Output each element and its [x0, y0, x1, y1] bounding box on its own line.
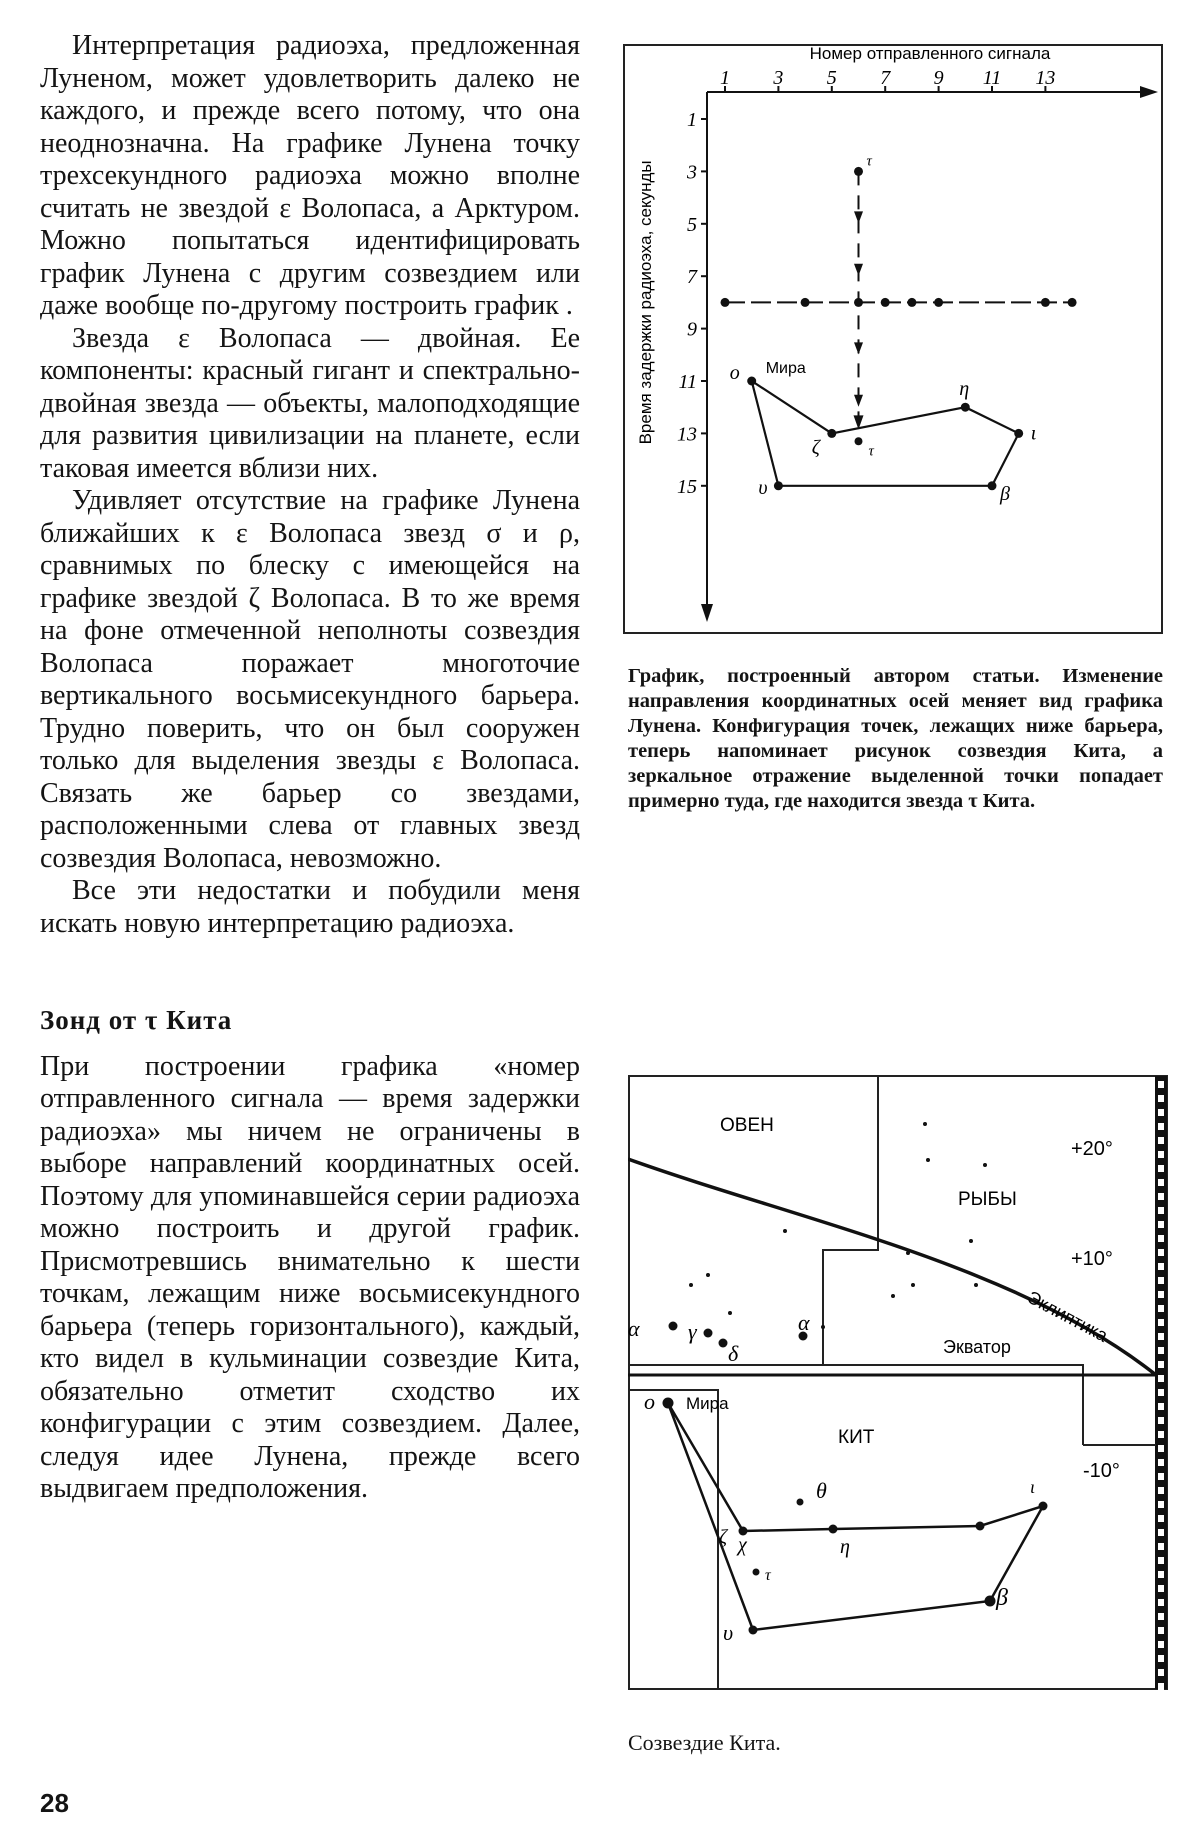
scale-tick	[1158, 1417, 1164, 1424]
y-tick-label: 7	[687, 266, 697, 289]
scale-tick	[1158, 1529, 1164, 1536]
scale-tick	[1158, 1501, 1164, 1508]
scale-tick	[1158, 1641, 1164, 1648]
star-theta	[797, 1499, 804, 1506]
scale-tick	[1158, 1291, 1164, 1298]
x-tick-label: 11	[982, 67, 1002, 89]
page-number: 28	[40, 1788, 69, 1818]
star-delta	[719, 1339, 728, 1348]
star-gamma	[704, 1329, 713, 1338]
faint-star	[891, 1294, 895, 1298]
label-dec-plus10: +10°	[1071, 1248, 1113, 1270]
faint-star	[911, 1283, 915, 1287]
constellation-point	[961, 403, 970, 412]
scale-tick	[1158, 1585, 1164, 1592]
scale-tick	[1158, 1473, 1164, 1480]
star-label-mira: Мира	[686, 1394, 729, 1413]
label-cetus: КИТ	[838, 1427, 875, 1448]
faint-star	[974, 1283, 978, 1287]
tau-arrowhead	[854, 211, 863, 223]
star-label-zeta: ζ	[719, 1526, 728, 1548]
label-aries: ОВЕН	[720, 1115, 774, 1136]
y-tick-label: 1	[687, 109, 697, 131]
constellation-point	[988, 481, 997, 490]
label-equator: Экватор	[943, 1337, 1011, 1357]
chart-frame	[624, 45, 1162, 633]
scale-tick	[1158, 1305, 1164, 1312]
scale-tick	[1158, 1487, 1164, 1494]
boundary-left	[628, 1390, 718, 1690]
tau-arrowhead	[854, 342, 863, 354]
label-ecliptic: Эклиптика	[1024, 1286, 1112, 1346]
constellation-point	[1014, 429, 1023, 438]
star-label-eta: η	[840, 1536, 850, 1558]
section-paragraph-1: При построении графика «номер отправленного сигнала — время задержки радиоэха» мы ничем не ограничены в выборе направлений координатных осей. Поэтому для упоминавшейся серии радиоэха можно построить и другой график. Присмотревшись внимательно к шести точкам, лежащим ниже восьмисекундного барьера (теперь горизонтального), каждый, кто видел в кульминации созвездие Кита, обязательно отметит сходство их конфигурации с этим созвездием. Далее, следуя идее Лунена, прежде всего выдвигаем предположения.	[40, 1050, 580, 1504]
scale-tick	[1158, 1235, 1164, 1242]
tau-label: τ	[868, 443, 874, 460]
star-label-iota: ι	[1030, 1477, 1036, 1497]
constellation-point-label: β	[1000, 482, 1010, 505]
scale-tick	[1158, 1095, 1164, 1102]
star-label-alpha-cet: α	[628, 1316, 640, 1341]
y-tick-label: 11	[678, 371, 697, 393]
scale-tick	[1158, 1571, 1164, 1578]
scale-tick	[1158, 1557, 1164, 1564]
faint-star	[728, 1311, 732, 1315]
y-axis-label: Время задержки радиоэха, секунды	[636, 160, 655, 445]
constellation-point-label: o	[729, 362, 740, 384]
scale-tick	[1158, 1627, 1164, 1634]
constellation-point-label: η	[959, 378, 970, 401]
tau-label: τ	[866, 153, 872, 170]
scale-tick	[1158, 1543, 1164, 1550]
x-axis-arrow	[1140, 86, 1158, 98]
cetus-star-map	[628, 1075, 1168, 1690]
x-tick-label: 1	[720, 67, 730, 89]
scale-tick	[1158, 1375, 1164, 1382]
star-label-theta: θ	[816, 1478, 827, 1503]
scale-tick	[1158, 1669, 1164, 1676]
constellation-point-label: ζ	[811, 436, 820, 459]
y-tick-label: 15	[677, 475, 697, 498]
star-iota	[976, 1522, 985, 1531]
scale-tick	[1158, 1081, 1164, 1088]
star-eta	[829, 1525, 838, 1534]
star-alpha-cet	[669, 1322, 678, 1331]
star-label-delta: δ	[728, 1341, 739, 1366]
scale-tick	[1158, 1207, 1164, 1214]
signal-delay-chart	[623, 44, 1163, 634]
faint-star	[983, 1163, 987, 1167]
scale-tick	[1158, 1249, 1164, 1256]
y-tick-label: 9	[687, 318, 697, 341]
scale-tick	[1158, 1683, 1164, 1690]
barrier-point	[934, 298, 943, 307]
star-tau	[753, 1569, 760, 1576]
star-beta	[985, 1596, 996, 1607]
scale-tick	[1158, 1459, 1164, 1466]
paragraph-2: Звезда ε Волопаса — двойная. Ее компоненты: красный гигант и спектрально-двойная звезда — объекты, малоподходящие для развития цивилизации на планете, если таковая имеется вблизи них.	[40, 322, 580, 484]
scale-tick	[1158, 1137, 1164, 1144]
star-mira	[663, 1398, 674, 1409]
scale-tick	[1158, 1319, 1164, 1326]
constellation-point	[747, 377, 756, 386]
faint-star	[821, 1325, 825, 1329]
tau-arrowhead	[854, 395, 863, 407]
scale-tick	[1158, 1599, 1164, 1606]
faint-star	[923, 1122, 927, 1126]
faint-star	[926, 1158, 930, 1162]
scale-tick	[1158, 1431, 1164, 1438]
constellation-point-label: υ	[758, 476, 768, 499]
barrier-point	[1068, 298, 1077, 307]
faint-star	[783, 1229, 787, 1233]
label-dec-minus10: -10°	[1083, 1460, 1120, 1482]
scale-tick	[1158, 1403, 1164, 1410]
constellation-point	[774, 481, 783, 490]
scale-tick	[1158, 1277, 1164, 1284]
x-tick-label: 3	[773, 67, 784, 89]
constellation-point-label: ι	[1030, 422, 1037, 445]
scale-tick	[1158, 1515, 1164, 1522]
star-iota	[1039, 1502, 1048, 1511]
x-tick-label: 5	[826, 67, 837, 89]
paragraph-3: Удивляет отсутствие на графике Лунена ближайших к ε Волопаса звезд σ и ρ, сравнимых по блеску с имеющейся на графике звездой ζ Волопаса. В то же время на фоне отмеченной неполноты созвездия Волопаса поражает многоточие вертикального восьмисекундного барьера. Трудно поверить, что он был сооружен только для выделения звезды ε Волопаса. Связать же барьер со звездами, расположенными слева от главных звезд созвездия Волопаса, невозможно.	[40, 485, 580, 874]
scale-tick	[1158, 1613, 1164, 1620]
y-axis-arrow	[701, 604, 713, 622]
scale-tick	[1158, 1655, 1164, 1662]
x-axis-label: Номер отправленного сигнала	[809, 44, 1051, 63]
barrier-point	[1041, 298, 1050, 307]
tau-point	[854, 167, 863, 176]
star-label-upsilon: υ	[723, 1620, 734, 1645]
star-label-tau: τ	[765, 1567, 771, 1584]
star-label-gamma: γ	[688, 1319, 697, 1344]
constellation-outline	[752, 381, 1019, 486]
scale-tick	[1158, 1165, 1164, 1172]
scale-tick	[1158, 1361, 1164, 1368]
y-tick-label: 13	[677, 423, 697, 446]
barrier-point	[801, 298, 810, 307]
star-label-alpha-ari: α	[798, 1310, 810, 1335]
scale-tick	[1158, 1109, 1164, 1116]
boundary-aries	[823, 1075, 878, 1365]
scale-tick	[1158, 1151, 1164, 1158]
scale-tick	[1158, 1221, 1164, 1228]
label-dec-plus20: +20°	[1071, 1138, 1113, 1160]
x-tick-label: 7	[880, 67, 891, 89]
star-label-beta: β	[996, 1585, 1008, 1611]
y-tick-label: 3	[687, 161, 697, 184]
scale-tick	[1158, 1333, 1164, 1340]
mira-label: Мира	[765, 360, 806, 377]
tau-reflected-point	[855, 437, 863, 445]
paragraph-4: Все эти недостатки и побудили меня искать новую интерпретацию радиоэха.	[40, 875, 580, 939]
figure2-caption: Созвездие Кита.	[628, 1730, 781, 1755]
article-text	[40, 30, 580, 1506]
scale-tick	[1158, 1347, 1164, 1354]
section-heading: Зонд от τ Кита	[40, 1005, 233, 1035]
map-frame	[629, 1076, 1167, 1689]
scale-tick	[1158, 1179, 1164, 1186]
faint-star	[689, 1283, 693, 1287]
faint-star	[706, 1273, 710, 1277]
scale-tick	[1158, 1263, 1164, 1270]
label-pisces: РЫБЫ	[958, 1189, 1017, 1210]
star-label-chi: χ	[738, 1534, 747, 1556]
x-tick-label: 13	[1035, 67, 1056, 89]
scale-tick	[1158, 1193, 1164, 1200]
constellation-point	[827, 429, 836, 438]
scale-tick	[1158, 1445, 1164, 1452]
faint-star	[906, 1251, 910, 1255]
figure1-caption: График, построенный автором статьи. Изменение направления координатных осей меняет вид графика Лунена. Конфигурация точек, лежащих ниже барьера, теперь напоминает рисунок созвездия Кита, а зеркальное отражение выделенной точки попадает примерно туда, где находится звезда τ Кита.	[628, 665, 1163, 812]
y-tick-label: 5	[687, 213, 697, 236]
scale-tick	[1158, 1123, 1164, 1130]
barrier-point	[721, 298, 730, 307]
paragraph-1: Интерпретация радиоэха, предложенная Луненом, может удовлетворить далеко не каждого, и прежде всего потому, что она неоднозначна. На графике Лунена точку трехсекундного радиоэха можно вполне считать не звездой ε Волопаса, а Арктуром. Можно попытаться идентифицировать график Лунена с другим созвездием или даже вообще по-другому построить график .	[40, 30, 580, 321]
faint-star	[969, 1239, 973, 1243]
barrier-point	[881, 298, 890, 307]
tau-arrowhead	[854, 264, 863, 276]
star-upsilon	[749, 1626, 758, 1635]
star-label-omicron: o	[644, 1389, 655, 1414]
x-tick-label: 9	[933, 67, 944, 89]
barrier-point	[907, 298, 916, 307]
scale-tick	[1158, 1389, 1164, 1396]
